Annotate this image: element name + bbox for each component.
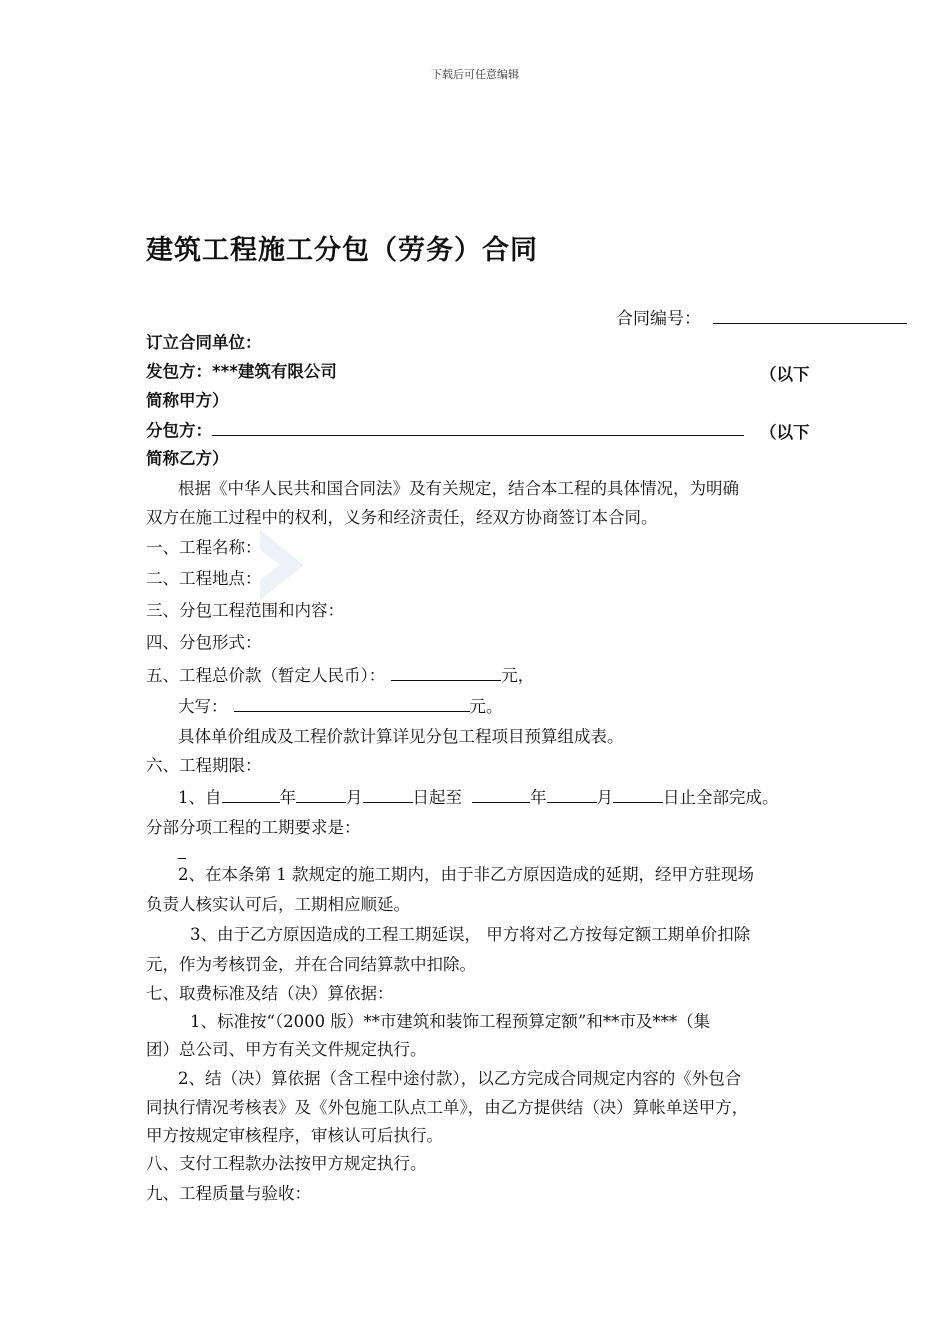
- contract-number-label: 合同编号：: [616, 309, 701, 329]
- section-6-3-a: 3、由于乙方原因造成的工程工期延误， 甲方将对乙方按每定额工期单价扣除: [190, 925, 751, 944]
- capital-unit: 元。: [469, 697, 503, 716]
- section-7-1-a: 1、标准按“（2000 版）**市建筑和装饰工程预算定额”和**市及***（集: [190, 1012, 711, 1031]
- party-b-abbrev: 简称乙方）: [146, 449, 229, 468]
- day-to-label: 日起至: [412, 788, 462, 807]
- intro-line-1: 根据《中华人民共和国合同法》及有关规定，结合本工程的具体情况，为明确: [178, 479, 739, 498]
- section-7: 七、取费标准及结（决）算依据：: [146, 984, 394, 1003]
- year-label: 年: [279, 788, 296, 807]
- price-unit: 元，: [501, 666, 535, 685]
- section-7-2-b: 同执行情况考核表》及《外包施工队点工单》，由乙方提供结（决）算帐单送甲方，: [146, 1098, 749, 1117]
- party-a-label: 发包方：: [146, 362, 212, 381]
- section-5-capital: [178, 695, 503, 718]
- capital-blank: [234, 695, 470, 712]
- start-year-blank: [222, 786, 280, 803]
- section-6-2-a: 2、在本条第 1 款规定的施工期内，由于非乙方原因造成的延期，经甲方驻现场: [178, 865, 754, 884]
- start-day-blank: [363, 786, 413, 803]
- intro-line-2: 双方在施工过程中的权利，义务和经济责任，经双方协商签订本合同。: [146, 508, 658, 527]
- party-b-label: 分包方：: [146, 421, 212, 440]
- party-b-line: [146, 419, 744, 442]
- contract-number-field: [616, 304, 907, 329]
- price-blank: [391, 664, 501, 681]
- party-a-line: [146, 361, 337, 383]
- start-month-blank: [296, 786, 346, 803]
- month-label: 月: [346, 788, 363, 807]
- party-a-suffix: （以下: [760, 365, 810, 384]
- section-4: 四、分包形式：: [146, 633, 262, 652]
- section-2: 二、工程地点：: [146, 569, 262, 588]
- year-label-2: 年: [530, 788, 547, 807]
- party-a-abbrev: 简称甲方）: [146, 391, 229, 410]
- sub-requirement-blank: [178, 840, 186, 859]
- completion-label: 日止全部完成。: [663, 788, 779, 807]
- section-6-1-sub: 分部分项工程的工期要求是：: [146, 818, 361, 837]
- party-b-blank: [212, 419, 744, 436]
- section-5-detail: 具体单价组成及工程价款计算详见分包工程项目预算组成表。: [178, 727, 624, 746]
- party-a-name: ***建筑有限公司: [212, 362, 337, 381]
- section-6-2-b: 负责人核实认可后，工期相应顺延。: [146, 895, 410, 914]
- section-6-1: [178, 786, 779, 809]
- term-from-label: 1、自: [178, 788, 222, 807]
- section-6: 六、工程期限：: [146, 756, 262, 775]
- month-label-2: 月: [596, 788, 613, 807]
- section-6-3-b: 元，作为考核罚金，并在合同结算款中扣除。: [146, 955, 476, 974]
- end-month-blank: [547, 786, 597, 803]
- end-day-blank: [613, 786, 663, 803]
- contract-number-blank: [713, 309, 907, 324]
- section-7-2-a: 2、结（决）算依据（含工程中途付款），以乙方完成合同规定内容的《外包合: [178, 1069, 742, 1088]
- party-b-suffix: （以下: [760, 423, 810, 442]
- section-8: 八、支付工程款办法按甲方规定执行。: [146, 1154, 427, 1173]
- section-5-label: 五、工程总价款（暂定人民币）：: [146, 666, 386, 685]
- parties-heading: 订立合同单位：: [146, 333, 262, 352]
- section-7-2-c: 甲方按规定审核程序，审核认可后执行。: [146, 1126, 443, 1145]
- section-1: 一、工程名称：: [146, 538, 262, 557]
- header-note: 下载后可任意编辑: [431, 68, 519, 81]
- end-year-blank: [472, 786, 530, 803]
- section-3: 三、分包工程范围和内容：: [146, 601, 344, 620]
- section-9: 九、工程质量与验收：: [146, 1184, 311, 1203]
- section-5-price: [146, 664, 534, 687]
- section-7-1-b: 团）总公司、甲方有关文件规定执行。: [146, 1040, 427, 1059]
- document-title: 建筑工程施工分包（劳务）合同: [146, 235, 538, 266]
- capital-label: 大写：: [178, 697, 228, 716]
